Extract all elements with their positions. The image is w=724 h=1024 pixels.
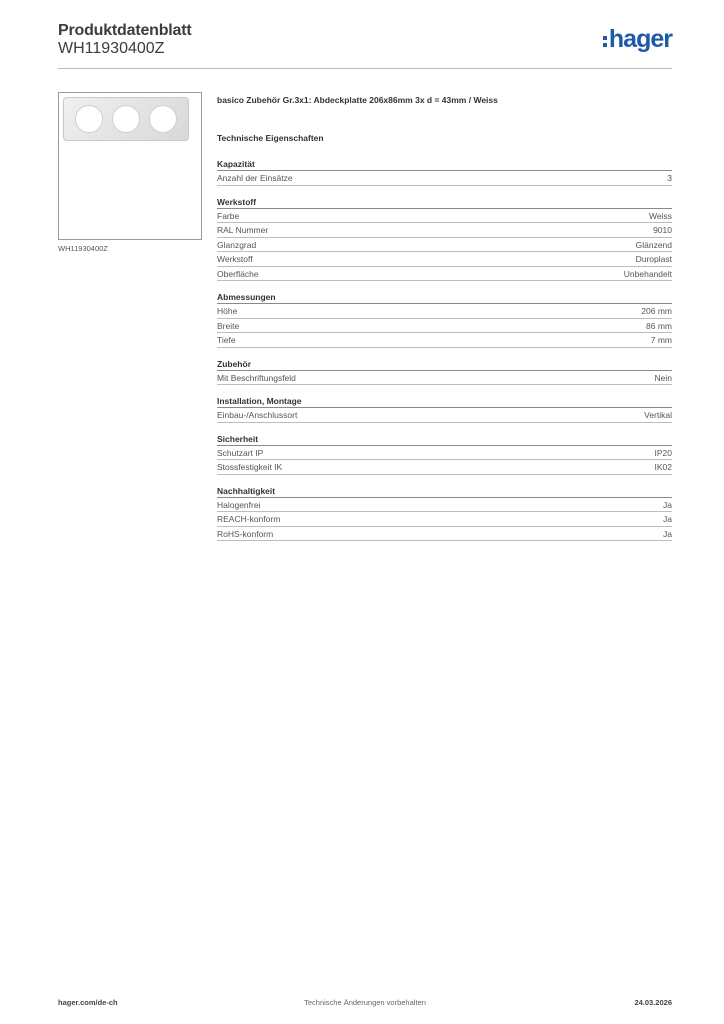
- spec-group-title: Kapazität: [217, 157, 672, 171]
- spec-group: [217, 357, 672, 386]
- spec-group-title: Sicherheit: [217, 432, 672, 446]
- spec-row: [217, 498, 672, 513]
- spec-group: [217, 432, 672, 475]
- spec-label: Mit Beschriftungsfeld: [217, 372, 296, 383]
- spec-value: Ja: [663, 499, 672, 510]
- header-divider: [58, 68, 672, 69]
- spec-label: Einbau-/Anschlussort: [217, 410, 298, 421]
- spec-value: Duroplast: [635, 254, 672, 265]
- plate-opening: [75, 105, 103, 133]
- spec-row: [217, 371, 672, 386]
- spec-group: [217, 290, 672, 348]
- product-image: [58, 92, 202, 240]
- spec-label: Breite: [217, 320, 240, 331]
- spec-value: 7 mm: [650, 335, 672, 346]
- spec-label: Anzahl der Einsätze: [217, 173, 293, 184]
- spec-row: [217, 460, 672, 475]
- product-image-caption: WH11930400Z: [58, 244, 108, 253]
- spec-row: [217, 333, 672, 348]
- spec-group: [217, 484, 672, 542]
- spec-row: [217, 238, 672, 253]
- cover-plate-image: [63, 97, 189, 141]
- hager-logo[interactable]: [603, 26, 672, 52]
- spec-row: [217, 512, 672, 527]
- spec-group: [217, 157, 672, 186]
- spec-group-title: Nachhaltigkeit: [217, 484, 672, 498]
- specifications: [217, 95, 672, 541]
- spec-label: Höhe: [217, 306, 238, 317]
- spec-row: [217, 252, 672, 267]
- spec-group-title: Werkstoff: [217, 195, 672, 209]
- section-heading: Technische Eigenschaften: [217, 133, 324, 143]
- plate-opening: [149, 105, 177, 133]
- spec-group: [217, 394, 672, 423]
- spec-row: [217, 527, 672, 542]
- product-code: WH11930400Z: [58, 40, 165, 57]
- spec-label: RoHS-konform: [217, 528, 274, 539]
- spec-value: IP20: [654, 447, 672, 458]
- spec-group-title: Zubehör: [217, 357, 672, 371]
- spec-label: Werkstoff: [217, 254, 253, 265]
- spec-value: Vertikal: [644, 410, 672, 421]
- plate-opening: [112, 105, 140, 133]
- footer: [58, 998, 672, 1010]
- spec-label: Glanzgrad: [217, 239, 257, 250]
- spec-row: [217, 209, 672, 224]
- spec-label: Farbe: [217, 210, 240, 221]
- spec-label: Oberfläche: [217, 268, 259, 279]
- spec-value: Unbehandelt: [623, 268, 672, 279]
- spec-value: IK02: [654, 462, 672, 473]
- spec-label: REACH-konform: [217, 514, 281, 525]
- spec-group-title: Installation, Montage: [217, 394, 672, 408]
- spec-value: Glänzend: [635, 239, 672, 250]
- spec-row: [217, 319, 672, 334]
- spec-groups: [217, 157, 672, 541]
- spec-row: [217, 223, 672, 238]
- spec-label: Schutzart IP: [217, 447, 264, 458]
- spec-row: [217, 304, 672, 319]
- spec-row: [217, 171, 672, 186]
- spec-value: 3: [667, 173, 672, 184]
- footer-notice: Technische Änderungen vorbehalten: [304, 998, 426, 1007]
- spec-value: Ja: [663, 528, 672, 539]
- footer-date: 24.03.2026: [634, 998, 672, 1007]
- spec-value: 206 mm: [641, 306, 672, 317]
- spec-label: Tiefe: [217, 335, 236, 346]
- logo-text: hager: [608, 25, 672, 53]
- spec-row: [217, 446, 672, 461]
- spec-value: Ja: [663, 514, 672, 525]
- logo-dots-icon: [603, 36, 607, 47]
- spec-row: [217, 267, 672, 282]
- product-description: basico Zubehör Gr.3x1: Abdeckplatte 206x86mm 3x d = 43mm / Weiss: [217, 95, 498, 105]
- spec-group-title: Abmessungen: [217, 290, 672, 304]
- spec-value: Nein: [654, 372, 672, 383]
- spec-label: Stossfestigkeit IK: [217, 462, 283, 473]
- spec-label: RAL Nummer: [217, 225, 269, 236]
- spec-value: 86 mm: [646, 320, 672, 331]
- spec-label: Halogenfrei: [217, 499, 261, 510]
- spec-row: [217, 408, 672, 423]
- spec-group: [217, 195, 672, 282]
- spec-value: Weiss: [649, 210, 672, 221]
- header: [58, 20, 672, 70]
- document-title: Produktdatenblatt: [58, 22, 192, 39]
- spec-value: 9010: [653, 225, 672, 236]
- footer-website[interactable]: hager.com/de-ch: [58, 998, 118, 1007]
